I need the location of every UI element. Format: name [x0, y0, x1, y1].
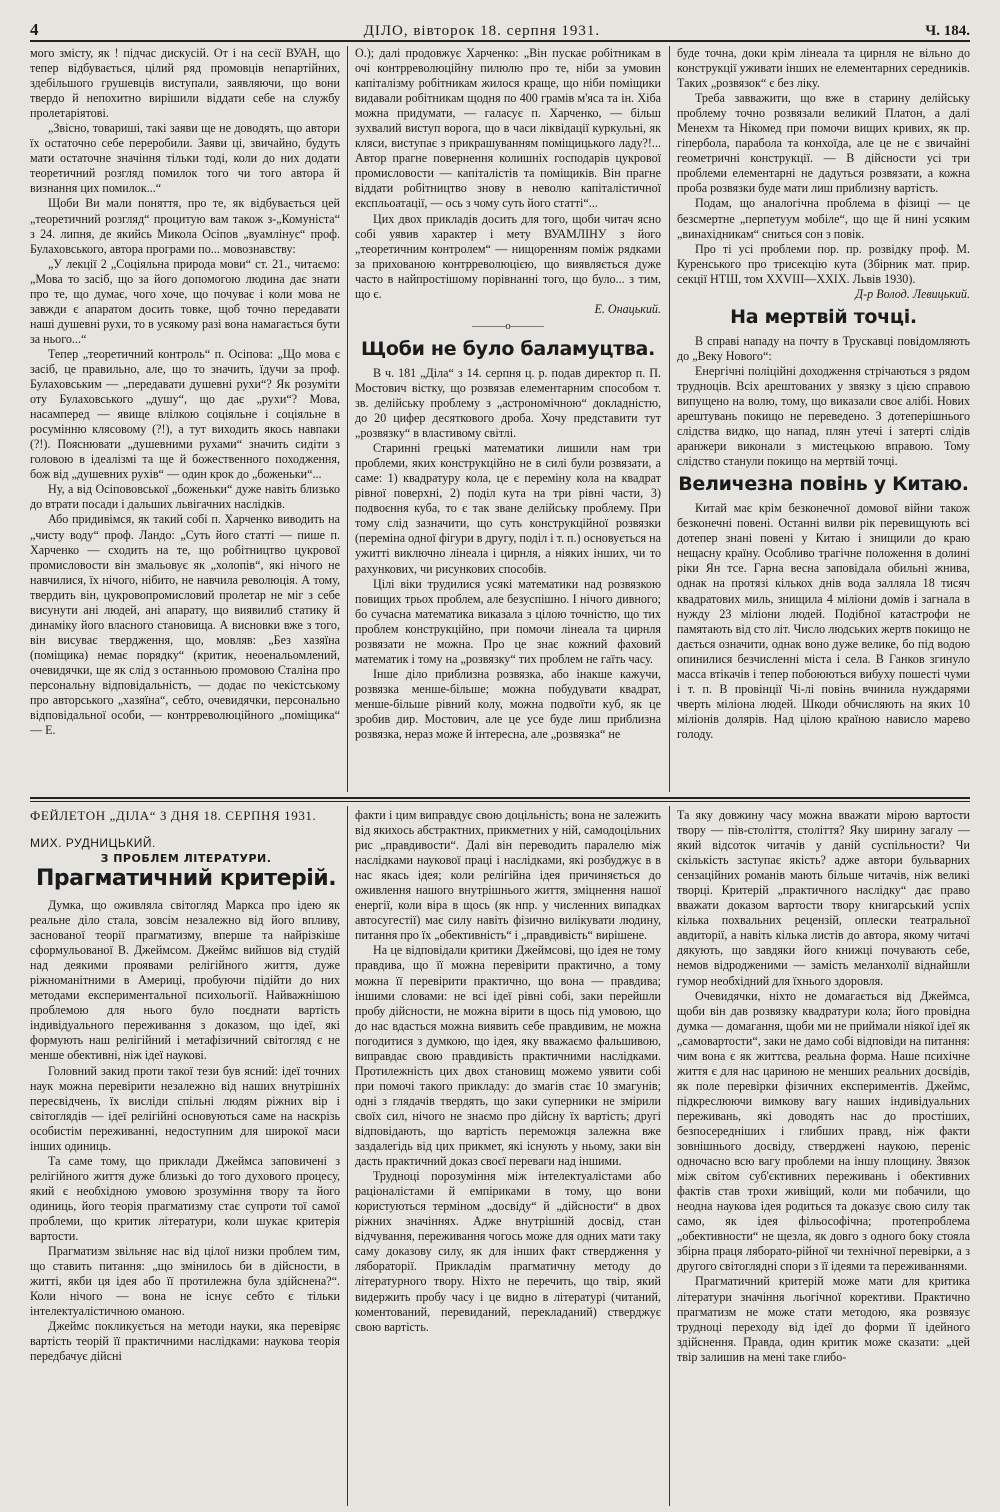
column-two-top: [355, 46, 661, 792]
paragraph: буде точна, доки крім лінеала та цирнля не вільно до конструкції уживати інших не елементарних середників. Таких „розвязок“ є без ліку.: [677, 46, 970, 91]
section-rule: [30, 801, 970, 802]
paragraph: Ну, а від Осіпововської „боженьки“ дуже навіть близько до втрати посади і дальших львігачних наслідків.: [30, 482, 340, 512]
paragraph: Прагматизм звільняє нас від цілої низки проблем тим, що ставить питання: „що змінилось би в дійсности, в житті, якби ця ідея або її протилежна була здійснена?“. Коли нічого — вона не існує себто є тільки інтелектуалістичною оманою.: [30, 1244, 340, 1319]
paragraph: Цілі віки трудилися усякі математики над розвязкою повищих трьох проблем, але безуспішно. І нічого дивного; бо сучасна математика виказала з цілою точністю, що тих проблем конструкційно, при помочи лінеала та цирнля розвязати не можна. Про це знає кожний фаховий математик і тому на „розвязку“ тих проблем не гаїть часу.: [355, 576, 661, 666]
paragraph: Цих двох прикладів досить для того, щоби читач ясно собі уявив характер і мету ВУАМЛІНУ з його „теоретичним контролем“ — нищоренням поміж рядками за прихованою контрреволюцією, що виявляється дуже часто в найпростішому порівнанні того, що було... з тим, що є.: [355, 211, 661, 301]
page-number: 4: [30, 20, 39, 39]
paragraph: В ч. 181 „Діла“ з 14. серпня ц. р. подав директор п. П. Мостович вістку, що розвязав елементарним способом т. зв. делійську проблему з „астрономічною“ докладністю, до 20 цифер десяткового дроба. Хочу представити тут „розвязку“ в властивому світлі.: [355, 365, 661, 441]
paragraph: факти і цим виправдує свою доцільність; вона не залежить від якихось абстрактних, прикметних у ній, самодоцільних рис „правдивости“. Далі він переводить паралелю між наслідками наукової праці і наслідками, які розбуджує в в нас якась ідея; коли релігійна ідея причиняється до оживлення нашого внутрішнього життя, зміцнення нашої енергії, коли віра в щось (як нпр. у численних випадках автосугестії) має силу навіть фізично вилікувати людину, питання про їх „обективність“ і „правдивість“ вирішене.: [355, 808, 661, 943]
feuilleton-title: Прагматичний критерій.: [35, 866, 337, 891]
column-rule: [669, 806, 670, 1506]
article-vuamlin-continuation: [30, 46, 340, 792]
paragraph: „У лекції 2 „Соціяльна природа мови“ ст. 21., читаємо: „Мова то засіб, що за його допомогою людина дає знати про те, що думає, чого хоче, що почуває і коли мова не завжди є апаратом досить товке, щоб точно передавати наші душевні рухи, то в усякому разі вона намагається бути за нього...“: [30, 256, 340, 346]
paragraph: Китай має крім безконечної домової війни також безконечні повені. Останні вилви рік перевищують всі дотепер знані повені у Китаю і знищили до краю нещасну країну. Особливо трагічне положення в долині ріки Ян тсе. Гарна весна заповідала обильні жнива, однак на протязі кількох днів вода залляла 18 тисяч квадратових миль, знищила 4 міліони домів і загнала в нужду 23 міліони людей. Подібної катастрофи не памятають від сто літ. Число людських жертв покищо не дається означити, однак воно дуже велике, бо під водою опинилися безчисленні міста і села. В Ганков згинуло масса втікачів і тепер побоюються вибуху пошесті чуми і т. п. В провінції Чі-лі повінь вчинила нуждарями чверть міліона людей. Шкоди обчисляють на яких 10 міліонів долярів. Над цілою країною нависло марево голоду.: [677, 501, 970, 741]
feuilleton-heading: ФЕЙЛЕТОН „ДІЛА“ З ДНЯ 18. СЕРПНЯ 1931.: [30, 808, 317, 823]
paragraph: „Звісно, товариші, такі заяви ще не доводять, що автори їх остаточно себе переробили. Заяви ці, звичайно, будуть мати остаточне значіння тільки тоді, коли до них додати теоретичний розгляд помилок того чи того автора й визнання цих помилок...“: [30, 121, 340, 196]
paragraph: Енергічні поліційні доходження стрічаються з рядом трудноців. Всіх арештованих у звязку з цією справою випущено на волю, тому, що виказали своє алібі. Нових арештувань покищо не переведено. З дотеперішнього слідства видко, що напад, плян утечі і затерті слідів аранжери виконали з мистецькою вправою. Тому слідство станули покищо на мертвій точці.: [677, 363, 970, 469]
issue-number: Ч. 184.: [925, 23, 970, 39]
paragraph: мого змісту, як ! підчас дискусій. От і на сесії ВУАН, що тепер відбувається, цілий ряд промовців непартійних, здебільшого грушевців виступали, заявляючи, що вони твердо й непохитно вирішили віддати себе на службу пролетаріятові.: [30, 46, 340, 121]
headline-balamutstvo: Щоби не було баламуцтва.: [361, 337, 655, 360]
paragraph: Щоби Ви мали поняття, про те, як відбувається цей „теоретичний розгляд“ процитую вам також з-„Комуніста“ з 24. липня, де якийсь Микола Осіпов „вуамлінує“ проф. Булаховського, автора програми по... мовознавству:: [30, 196, 340, 256]
paragraph: Про ті усі проблеми пор. пр. розвідку проф. М. Куренського про трисекцію кута (Збірник мат. прир. секції НТШ, том XXVIII—XXIX. Львів 1930).: [677, 241, 970, 286]
column-three-top: [677, 46, 970, 792]
paragraph: На це відповідали критики Джеймсові, що ідея не тому правдива, що її можна перевірити практично, а тому можна її перевірити практично, що вона — правдива; іншими словами: не всі ідеї рівні собі, заки перейшли пробу дійсности, не можна вірити в щось під умовою, що до нас вдасться можна виявить себе правдивим, не можна погодитися з думкою, що ідея, яку вважаємо фальшивою, виправдає свою правдивість практичними наслідками. Протилежність цих двох становищ можемо уявити собі при помочі такого прикладу: до змагів стає 10 змагунів; одні з глядачів твердять, що заки суперники не змірили своїх сил, нічого не знаємо про дійсну їх вартість; другі відповідають, що вартість переможця залежна вже заздалегідь від цих прикмет, які існують у ньому, заки він дасть практичний доказ своєї переваги над іншими.: [355, 943, 661, 1169]
paragraph: О.); далі продовжує Харченко: „Він пускає робітникам в очі контрреволюційну пилюлю про те, ніби за умовин капіталізму робітникам жилося краще, що ніби поміщики видавали робітникам щодня по 400 грамів м'яса та ін. Хіба можна придумати, — галасує п. Харченко, — більш зухвалий виступ ворога, що в часи ліквідації куркульні, як кляси, виступає з прикрашуванням поміщицького ладу?!... Автор прагне повернення колишніх господарів цукрової промисловости — капіталістів та поміщиків. Він прагне віддати робітництво знову в неволю капіталістичної експльоатації, — ось з чому суть його статті“...: [355, 46, 661, 211]
paragraph: Треба завважити, що вже в старину делійську проблему точно розвязали великий Платон, а далі Менехм та Нікомед при помочи вищих кривих, як пр. гіпербола, парабола та конхоїда, але це не є звичайні геометричні конструкції. — В дійсности усі три проблеми елементарні не дадуться розвязати, а кожна проба розвязки буде мати лиш приблизну вартість.: [677, 91, 970, 196]
feuilleton-column-3: [677, 808, 970, 1508]
author-signature: Е. Онацький.: [594, 301, 661, 316]
section-rule: [30, 797, 970, 799]
paragraph: Трудноці порозуміння між інтелектуалістами або раціоналістами й емпіриками в тому, що вони користуються терміном „досвіду“ й „дійсности“ в двох ріжних значіннях. Адже внутрішній досвід, стан відчування, переживання чогось може для одних мати таку саму доказову силу, як для інших факт ствердження у лябораторії. Прикладім прагматичну методу до літературного твору. Ніхто не перечить, що твір, який видержить пробу часу і це видно в літературі (читаний, коментований, перевиданий, перекладаний) стверджує свою вартість.: [355, 1169, 661, 1334]
author-signature: Д-р Волод. Левицький.: [855, 286, 970, 301]
paragraph: Або придивімся, як такий собі п. Харченко виводить на „чисту воду“ проф. Ландо: „Суть його статті — пише п. Харченко — сходить на те, що робітництво цукрової промисловости він змальовує як „холопів“, які нічого не навчилися, їх нічого, нібито, не навчила революція. А тому, твердить він, цукровопромисловий пролетар не міг з себе висунути ані людей, ані апарату, що виявилиб статику й динаміку його власного становища. А висновки вже з того, він висуває твердження, що, мовляв: „Без хазяїна (поміщика) немає порядку“ (критик, неоенальомлений, очевидячки, ще як слід з останньою промовою Сталіна про персональну відповідальність, — додає по чекістському про авторського „хазяїна“, себто, очевидячки, персонально відповідальної особи, — контрреволюційного „поміщика“ — Е.: [30, 512, 340, 738]
paragraph: Джеймс покликується на методи науки, яка перевіряє вартість теорій її практичними наслідками: наукова теорія передбачує дійсні: [30, 1319, 340, 1364]
column-rule: [347, 806, 348, 1506]
page-header: [30, 14, 970, 42]
feuilleton-column-1: [30, 898, 340, 1508]
paragraph: Головний закид проти такої тези був ясний: ідеї точних наук можна перевірити незалежно від наших внутрішніх пересвідчень, їх висліди спільні людям ріжних вір і світоглядів — ідеї релігійні основуються саме на наскрізь особистім переживанні, недоступним для широкої маси інших одиниць.: [30, 1063, 340, 1153]
feuilleton-author: МИХ. РУДНИЦЬКИЙ.: [30, 836, 156, 850]
paragraph: Інше діло приблизна розвязка, або інакше кажучи, розвязка менше-більше; можна побудувати квадрат, менше-більше рівний колу, можна подвоїти куб, як це зробив дир. Мостович, але це усе буде лиш приблизна розвязка, нераз може й інтересна, але „розвязка“ не: [355, 666, 661, 742]
paragraph: Прагматичний критерій може мати для критика літератури значіння льогічної корективи. Практично прагматизм не може стати методою, яка розвязує трудноці переходу від ідеї до форми її ідейного здійснення. Правда, один критик може сказати: „цей твір залишив на мені таке глибо-: [677, 1274, 970, 1364]
feuilleton-column-2: [355, 808, 661, 1508]
column-rule: [347, 46, 348, 792]
paragraph: Старинні грецькі математики лишили нам три проблеми, яких конструкційно не в силі були розвязати, а саме: 1) квадратуру кола, це є переміну кола на квадрат рівної поверхні, 2) поділ кута на три рівні части, 3) подвоєння куба, то є так зване делійську проблему. При тому слід зазначити, що суть конструкційної розвязки (переміна одної фігури в другу, поділ і т. п.) основується на ужитті виключно лінеала і цирнля, а ніяких інших, чи то рахункових, чи рисункових способів.: [355, 441, 661, 576]
ornament-divider: ———o———: [472, 319, 544, 332]
paragraph: Тепер „теоретичний контроль“ п. Осіпова: „Що мова є засіб, це правильно, але, що то значить, їдучи за проф. Булаховським — „передавати душевні рухи“? Як розуміти оту Булаховського „душу“, що дає „рухи“? Мова, насамперед — явище влілкою соціяльне і соціяльне в росумінню клясовому (?!), а тут виходить якось навпаки (?!). Пояснювати „душевними рухами“ значить сидіти з головою в ідеалізмі та ще й божественного походження, бож від „душевних рухів“ — один крок до „боженьки“...: [30, 346, 340, 482]
paragraph: Та саме тому, що приклади Джеймса заповичені з релігійного життя дуже близькі до того духового процесу, який є необхідною умовою зрозуміння твору та його одиниць, його теорія прагматизму стає супроти тої самої проблеми, що критик літератури, коли шукає критерія вартости.: [30, 1153, 340, 1244]
paragraph: Та яку довжину часу можна вважати мірою вартости твору — пів-століття, століття? Яку ширину загалу — який відсоток читачів у даній суспільности? Чи скількість заступає якість? адже автори бульварних сензаційних романів мають більше читачів, ніж великі творці. Критерій „практичного наслідку“ дає право вважати доказом вартости твору книгарський успіх кілька похвальних рецензій, оплески театральної авдиторії, а навіть кілька листів до автора, якому читачі дякують, що завдяки його книжці почувають себе, немов відродженими — замість меланхолії віднайшли гумор необхідний для їхнього здоровля.: [677, 808, 970, 988]
headline-povin-kytai: Величезна повінь у Китаю.: [678, 473, 969, 496]
column-rule: [669, 46, 670, 792]
paragraph: Думка, що оживляла світогляд Маркса про ідею як реальне діло стала, зовсім незалежно від його впливу, заснованої теорії прагматизму, вперше та найрізкіше сформульованої В. Джеймсом. Джеймс вийшов від студій над деякими проявами релігійного життя, дуже ріжноманітними в Америці, пробуючи підійти до них методами експериментальної психольогії. Найважнішою проблемою для нього було поєднати вартість індивідуального переживання з доказом, що ідеї, які формують наш релігійний і метафізичний світогляд є не менше обективні, ніж ідеї наукові.: [30, 898, 340, 1063]
masthead: ДІЛО, вівторок 18. серпня 1931.: [363, 23, 601, 39]
feuilleton-subtitle: З ПРОБЛЕМ ЛІТЕРАТУРИ.: [100, 852, 272, 865]
paragraph: Подам, що аналогічна проблема в фізиці — це безсмертне „перпетуум мобіле“, що ще й нині усяким „винахідникам“ сниться сон з повік.: [677, 196, 970, 241]
paragraph: В справі нападу на почту в Трускавці повідомляють до „Веку Нового“:: [677, 333, 970, 363]
paragraph: Очевидячки, ніхто не домагається від Джеймса, щоби він дав розвязку квадратури кола; його провідна думка — домагання, щоби ми не приймали ніякої ідеї як „самовартости“, заки не дамо собі відповіди на питання: чим вона є як життєва, реальна форма. Наше психічне життя є для нас цариною не менших реальних досвідів, як поле перевірки фізичних експериментів. Джеймс, підкреслюючи вимкову вагу наших індивідуальних переживань, які доводять нас до простіших, безпосередніших і глибших правд, ніж факти зовнішнього досвіду, стверджені наукою, переніс одночасно всю вагу проблеми на іншу площину. Звязок між світом суб'єктивних переживань і обективних фактів став трохи живіщий, коли ми побачили, що неодна наукова ідея родиться та доказує свою силу так само, як ідея фільософічна; протепроблема „обективности“ не щезла, як довго з одного боку стояла збірна праця ляборато-рійної чи технічної перевірки, а з другого світоглядні спори з її ідеями та переживаннями.: [677, 988, 970, 1274]
headline-mertva-tochka: На мертвій точці.: [730, 305, 917, 328]
